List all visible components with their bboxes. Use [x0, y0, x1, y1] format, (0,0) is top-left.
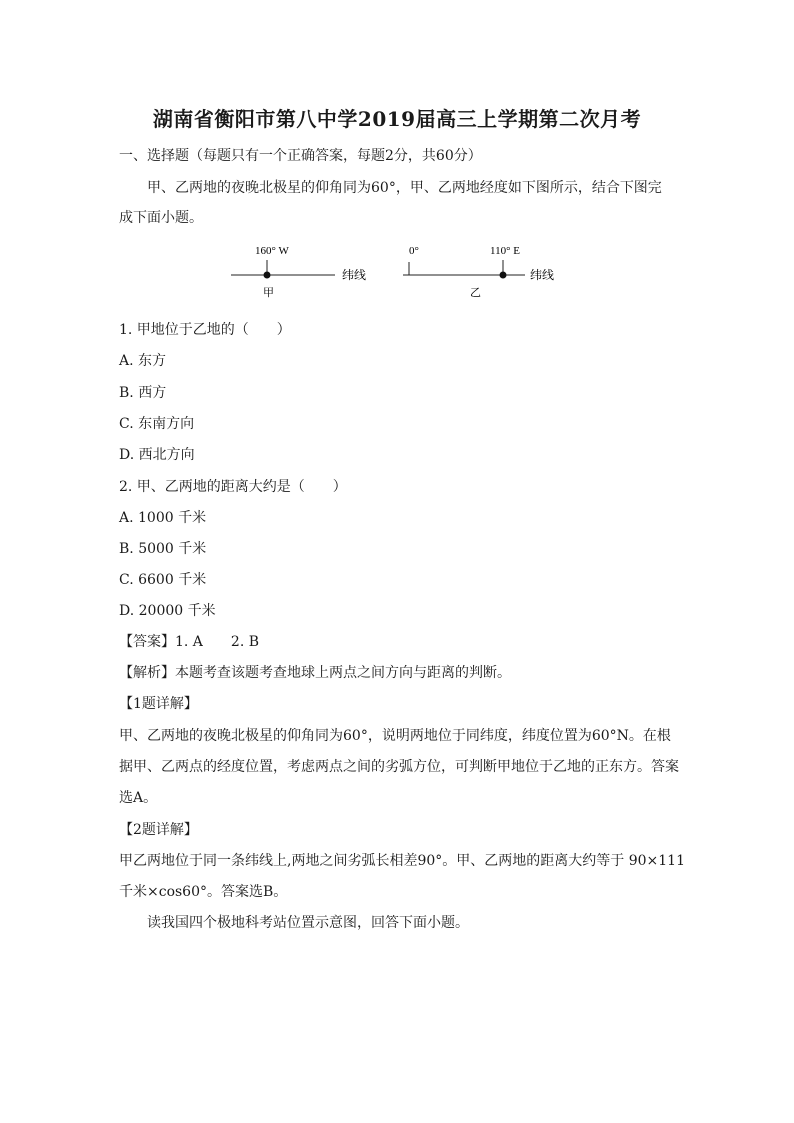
detail-2-heading: 【2题详解】	[119, 822, 198, 838]
point-yi-label: 乙	[470, 287, 481, 299]
detail-1-line-2: 据甲、乙两点的经度位置，考虑两点之间的劣弧方位，可判断甲地位于乙地的正东方。答案	[119, 759, 679, 775]
question-1-option-b: B. 西方	[119, 385, 167, 401]
detail-1-line-1: 甲、乙两地的夜晚北极星的仰角同为60°，说明两地位于同纬度，纬度位置为60°N。在根	[119, 728, 671, 744]
question-1-option-a: A. 东方	[119, 353, 167, 369]
question-1-option-d: D. 西北方向	[119, 447, 195, 463]
left-longitude-label: 160° W	[255, 245, 289, 257]
question-2-option-d: D. 20000 千米	[119, 603, 216, 619]
question-2-stem: 2. 甲、乙两地的距离大约是（ ）	[119, 479, 347, 495]
detail-1-line-3: 选A。	[119, 790, 158, 806]
answer-line: 【答案】1. A 2. B	[119, 634, 260, 650]
intro-line-2: 成下面小题。	[119, 210, 203, 226]
question-2-option-a: A. 1000 千米	[119, 510, 207, 526]
right-axis-label: 纬线	[530, 268, 555, 282]
longitude-diagram	[225, 238, 565, 300]
point-jia-label: 甲	[263, 287, 274, 299]
left-axis-label: 纬线	[342, 268, 367, 282]
question-1-option-c: C. 东南方向	[119, 416, 195, 432]
point-jia-marker	[264, 272, 271, 279]
analysis-line: 【解析】本题考查该题考查地球上两点之间方向与距离的判断。	[119, 665, 511, 681]
question-2-option-c: C. 6600 千米	[119, 572, 207, 588]
question-1-stem: 1. 甲地位于乙地的（ ）	[119, 322, 291, 338]
origin-longitude-label: 0°	[409, 245, 419, 257]
next-question-intro: 读我国四个极地科考站位置示意图，回答下面小题。	[147, 915, 469, 931]
question-2-option-b: B. 5000 千米	[119, 541, 207, 557]
section-heading: 一、选择题（每题只有一个正确答案，每题2分，共60分）	[119, 148, 482, 164]
detail-2-line-2: 千米×cos60°。答案选B。	[119, 884, 288, 900]
detail-1-heading: 【1题详解】	[119, 696, 198, 712]
detail-2-line-1: 甲乙两地位于同一条纬线上,两地之间劣弧长相差90°。甲、乙两地的距离大约等于 90×111	[119, 853, 685, 869]
right-longitude-label: 110° E	[490, 245, 520, 257]
page-title: 湖南省衡阳市第八中学2019届高三上学期第二次月考	[152, 107, 642, 131]
intro-line-1: 甲、乙两地的夜晚北极星的仰角同为60°，甲、乙两地经度如下图所示，结合下图完	[147, 180, 662, 196]
point-yi-marker	[500, 272, 507, 279]
